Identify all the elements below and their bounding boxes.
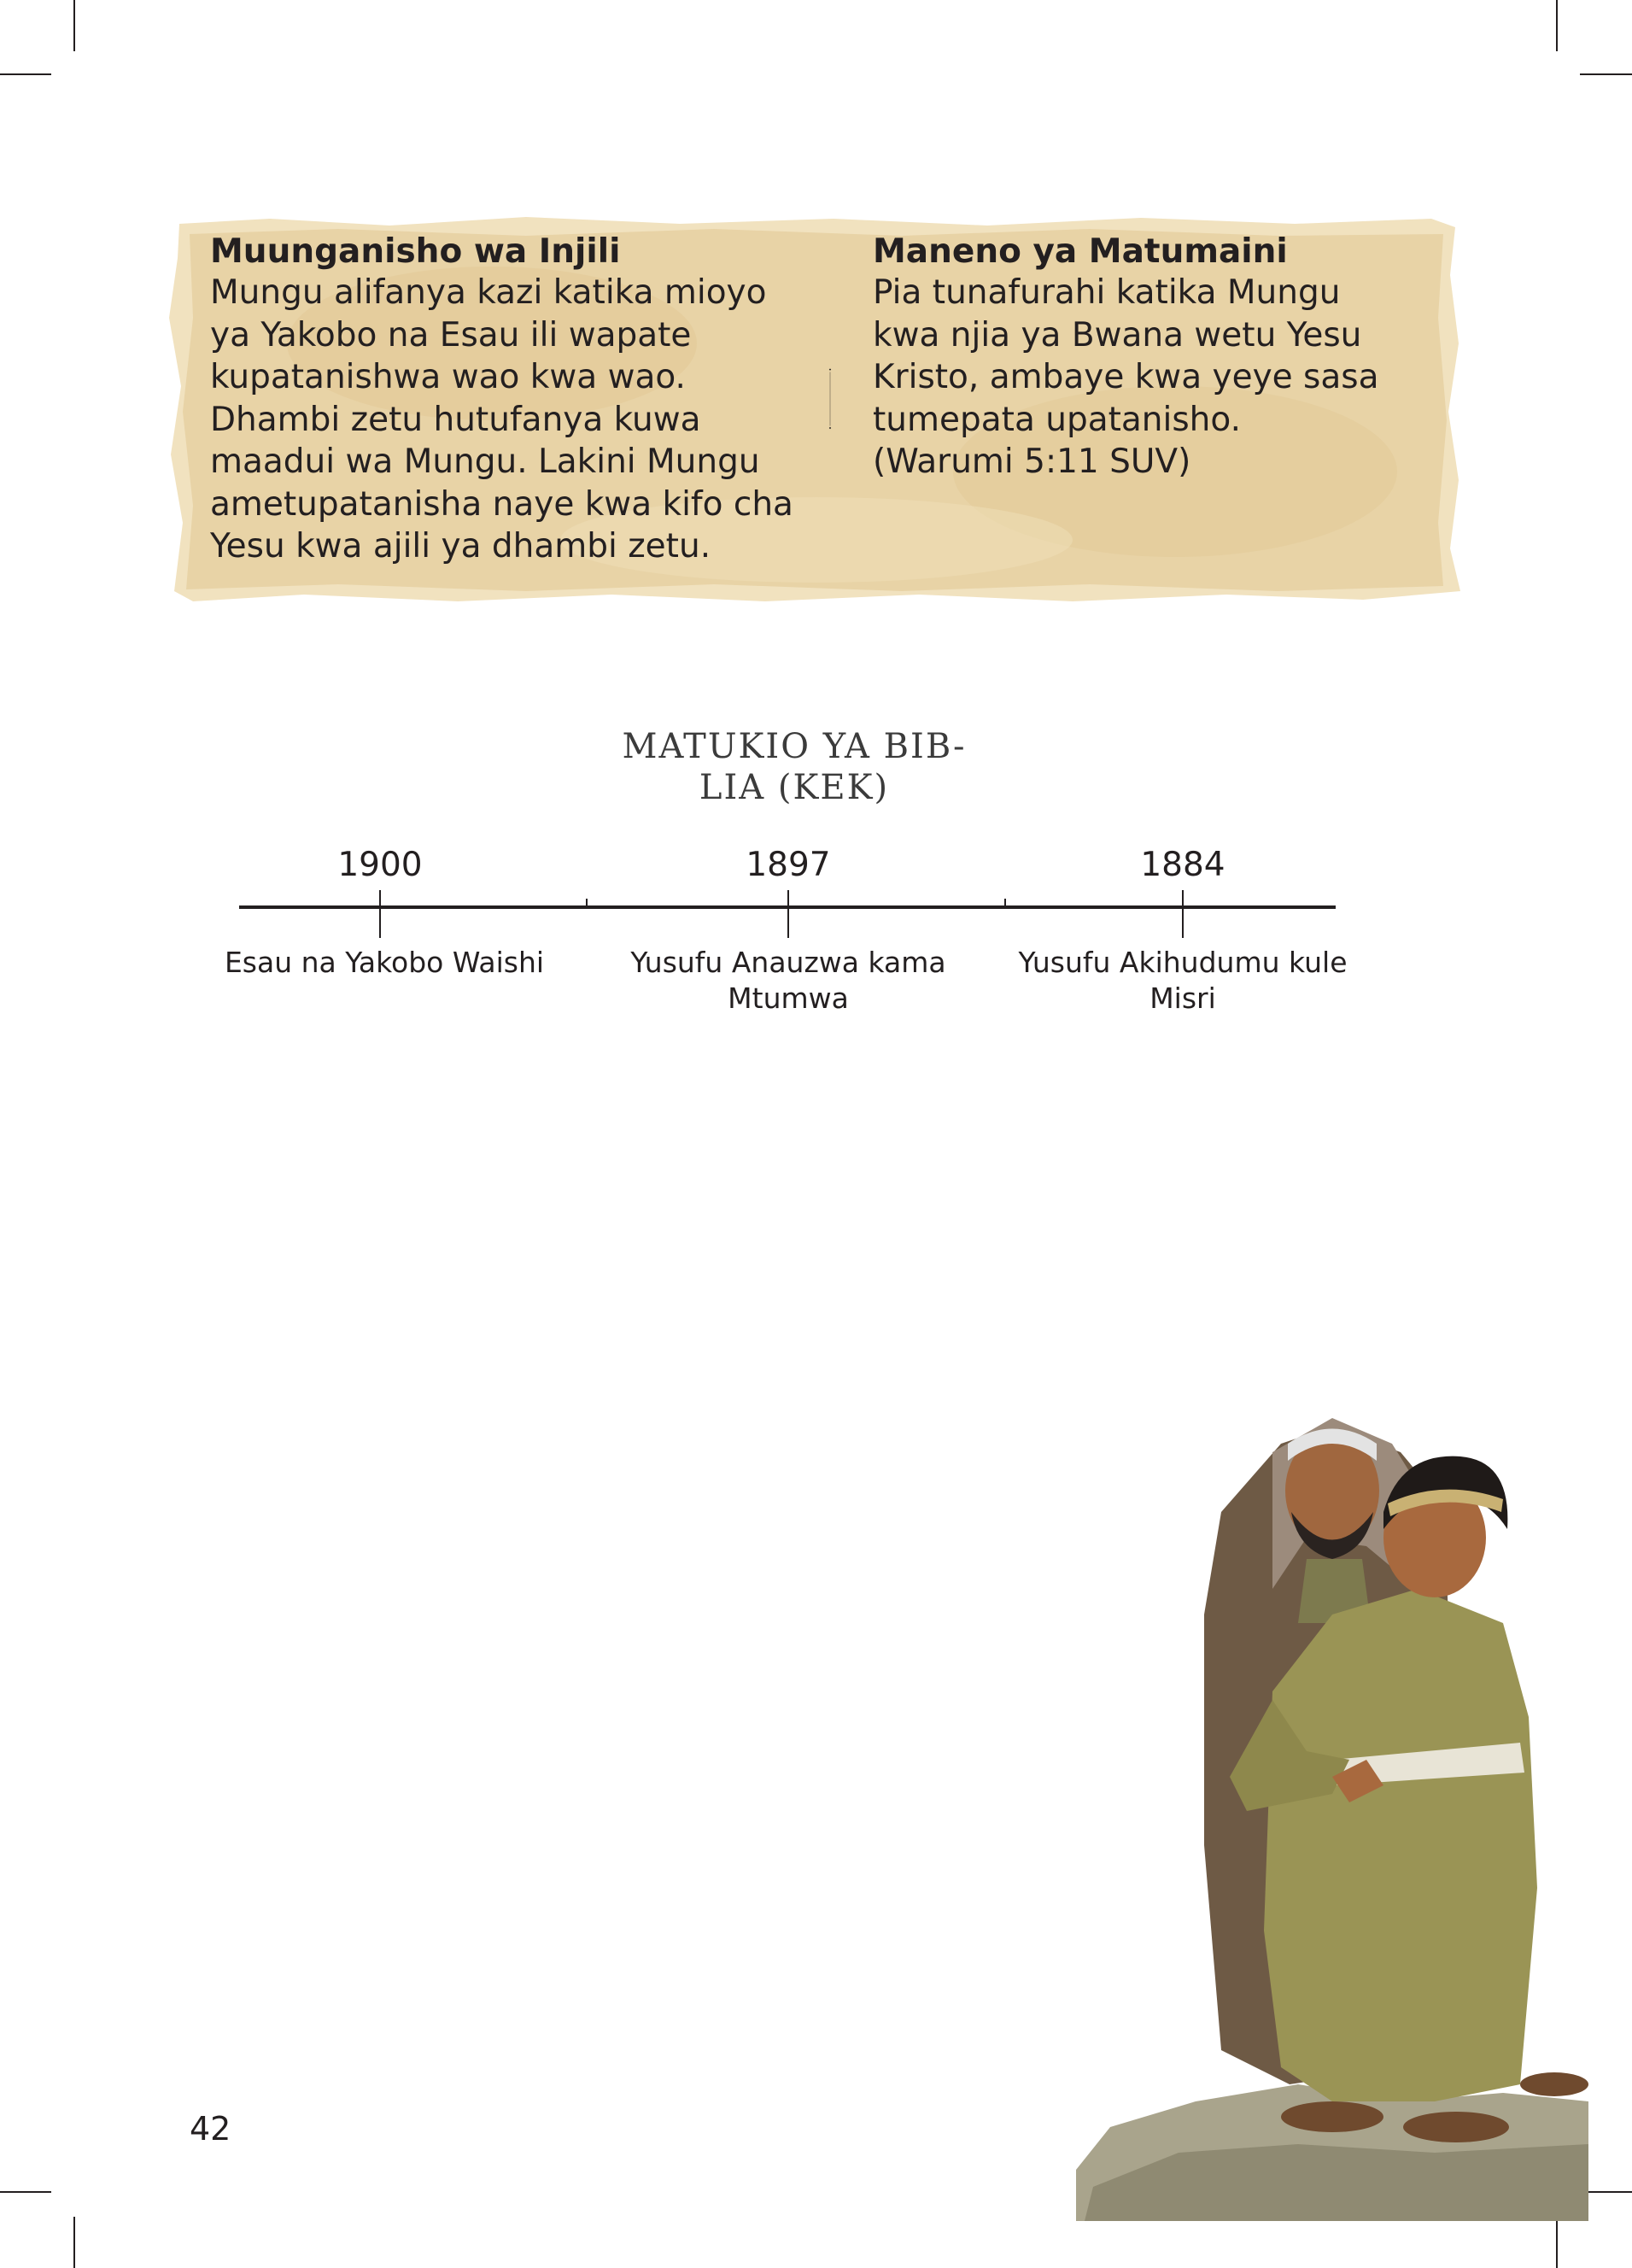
timeline-year: 1897 — [746, 846, 831, 884]
hope-line: tumepata upatanisho. — [873, 400, 1241, 439]
crop-mark — [0, 73, 51, 75]
timeline-event-text: Mtumwa — [728, 982, 849, 1015]
timeline-title-line: LIA (KEK) — [699, 768, 890, 807]
crop-mark — [1580, 73, 1632, 75]
gospel-line: Yesu kwa ajili ya dhambi zetu. — [210, 527, 711, 566]
timeline-minor-tick — [586, 899, 588, 909]
gospel-line: ya Yakobo na Esau ili wapate — [210, 315, 692, 355]
timeline-event-text: Yusufu Anauzwa kama — [630, 946, 946, 979]
scripture-reference: (Warumi 5:11 SUV) — [873, 442, 1191, 481]
gospel-line: Dhambi zetu hutufanya kuwa — [210, 400, 701, 439]
crop-mark — [0, 2191, 51, 2193]
timeline-event-text: Misri — [1149, 982, 1216, 1015]
timeline-event-text: Esau na Yakobo Waishi — [224, 946, 545, 979]
page-number: 42 — [190, 2110, 231, 2148]
gospel-connection-title: Muunganisho wa Injili — [210, 232, 621, 271]
column-divider — [828, 255, 832, 543]
hope-line: kwa njia ya Bwana wetu Yesu — [873, 315, 1362, 355]
crop-mark — [73, 2217, 75, 2268]
gospel-line: ametupatanisha naye kwa kifo cha — [210, 484, 793, 524]
hope-line: Kristo, ambaye kwa yeye sasa — [873, 358, 1379, 396]
gospel-line: Mungu alifanya kazi katika mioyo — [210, 273, 767, 312]
hope-words-box — [873, 232, 1413, 483]
gospel-line: maadui wa Mungu. Lakini Mungu — [210, 442, 760, 481]
timeline-tick — [379, 890, 381, 938]
timeline-year: 1900 — [337, 846, 423, 884]
hope-words-title: Maneno ya Matumaini — [873, 232, 1288, 271]
timeline-year: 1884 — [1140, 846, 1225, 884]
timeline-event-text: Yusufu Akihudumu kule — [1018, 946, 1348, 979]
timeline-title-line: MATUKIO YA BIB- — [622, 727, 967, 766]
gospel-line: kupatanishwa wao kwa wao. — [210, 358, 686, 396]
crop-mark — [1556, 0, 1558, 51]
crop-mark — [1556, 2217, 1558, 2268]
hope-line: Pia tunafurahi katika Mungu — [873, 273, 1341, 312]
timeline-event-label — [1012, 945, 1354, 1017]
timeline-tick — [787, 890, 789, 938]
jacob-joseph-illustration — [1076, 1333, 1588, 2221]
timeline-minor-tick — [1004, 899, 1006, 909]
timeline-event-label — [214, 945, 555, 981]
gospel-connection-box — [210, 232, 811, 568]
crop-mark — [73, 0, 75, 51]
timeline-title — [598, 726, 991, 808]
timeline-event-label — [617, 945, 959, 1017]
timeline-tick — [1182, 890, 1184, 938]
